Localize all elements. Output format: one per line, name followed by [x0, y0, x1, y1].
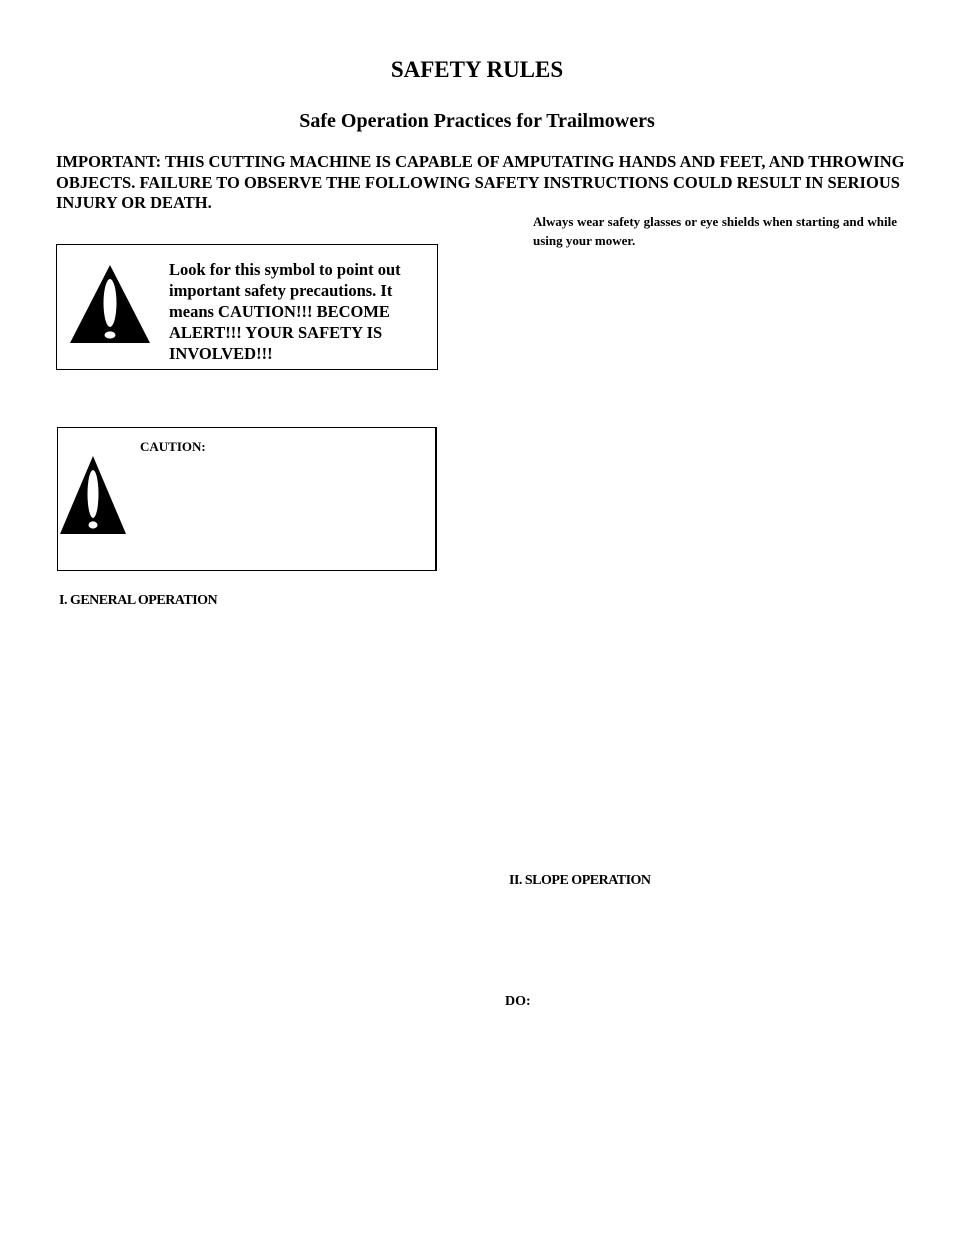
page-subtitle: Safe Operation Practices for Trailmowers [299, 110, 655, 132]
important-notice: IMPORTANT: THIS CUTTING MACHINE IS CAPABLE OF AMPUTATING HANDS AND FEET, AND THROWING OBJECTS. FAILURE TO OBSERVE THE FOLLOWING SAFETY INSTRUCTIONS COULD RESULT IN SERIOUS INJURY OR DEATH. [56, 152, 905, 212]
page-title: SAFETY RULES [390, 57, 564, 82]
safety-glasses-note: Always wear safety glasses or eye shields when starting and while using your mower. [533, 214, 897, 248]
caution-box [57, 427, 437, 571]
section-general-operation: I. GENERAL OPERATION [59, 593, 218, 608]
safety-symbol-box [56, 244, 438, 370]
section-slope-operation: II. SLOPE OPERATION [509, 873, 651, 888]
do-label: DO: [505, 994, 531, 1009]
warning-triangle-icon [59, 454, 127, 536]
caution-label: CAUTION: [140, 439, 206, 454]
safety-symbol-text: Look for this symbol to point out important safety precautions. It means CAUTION!!! BECOME ALERT!!! YOUR SAFETY IS INVOLVED!!! [169, 260, 401, 363]
warning-triangle-icon [69, 263, 151, 345]
